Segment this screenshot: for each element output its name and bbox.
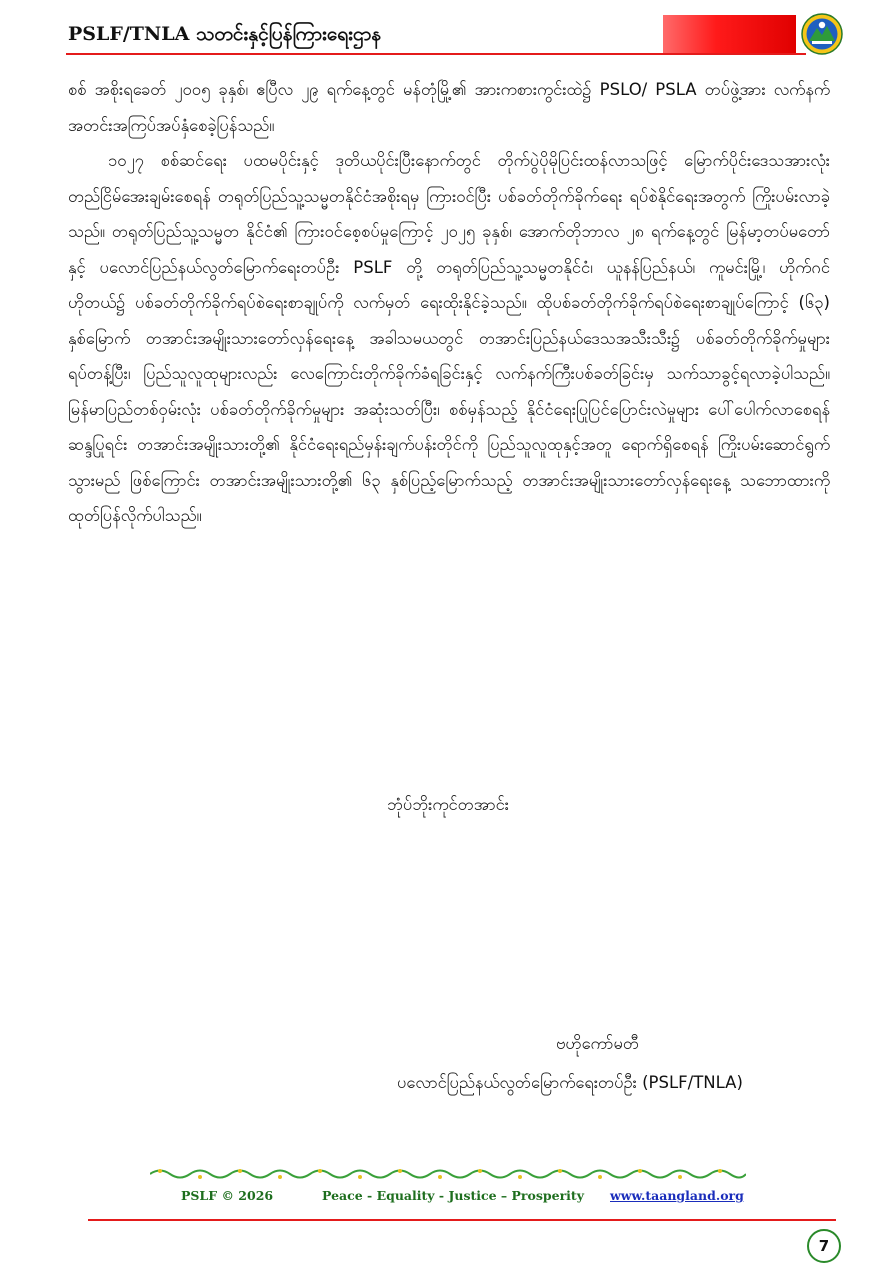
document-body: [68, 72, 830, 534]
closing-salutation: ဘုံပ်ဘိုးကုင်တအာင်း: [386, 795, 509, 814]
vine-ornament: [150, 1167, 746, 1181]
paragraph-2: ၁၀၂၇ စစ်ဆင်ရေး ပထမပိုင်းနှင့် ဒုတိယပိုင်းပြီးနောက်တွင် တိုက်ပွဲပိုမိုပြင်းထန်လာသဖြင့် မြောက်ပိုင်းဒေသအားလုံး တည်ငြိမ်အေးချမ်းစေရန် တရုတ်ပြည်သူ့သမ္မတနိုင်ငံအစိုးရမှ ကြားဝင်ပြီး ပစ်ခတ်တိုက်ခိုက်ရေး ရပ်စဲနိုင်ရေးအတွက် ကြိုးပမ်းလာခဲ့သည်။ တရုတ်ပြည်သူ့သမ္မတ နိုင်ငံ၏ ကြားဝင်စေ့စပ်မှုကြောင့် ၂၀၂၅ ခုနှစ်၊ အောက်တိုဘာလ ၂၈ ရက်နေ့တွင် မြန်မာ့တပ်မတော်နှင့် ပလောင်ပြည်နယ်လွတ်မြောက်ရေးတပ်ဦး PSLF တို့ တရုတ်ပြည်သူ့သမ္မတနိုင်ငံ၊ ယူနန်ပြည်နယ်၊ ကူမင်းမြို့၊ ဟိုက်ဂင်ဟိုတယ်၌ ပစ်ခတ်တိုက်ခိုက်ရပ်စဲရေးစာချုပ်ကို လက်မှတ် ရေးထိုးနိုင်ခဲ့သည်။ ထိုပစ်ခတ်တိုက်ခိုက်ရပ်စဲရေးစာချုပ်ကြောင့် (၆၃) နှစ်မြောက် တအာင်းအမျိုးသားတော်လှန်ရေးနေ့ အခါသမယတွင် တအာင်းပြည်နယ်ဒေသအသီးသီး၌ ပစ်ခတ်တိုက်ခိုက်မှုများ ရပ်တန့်ပြီး၊ ပြည်သူလူထုများလည်း လေကြောင်းတိုက်ခိုက်ခံရခြင်းနှင့် လက်နက်ကြီးပစ်ခတ်ခြင်းမှ သက်သာခွင့်ရလာခဲ့ပါသည်။ မြန်မာပြည်တစ်ဝှမ်းလုံး ပစ်ခတ်တိုက်ခိုက်မှုများ အဆုံးသတ်ပြီး၊ စစ်မှန်သည့် နိုင်ငံရေးပြုပြင်ပြောင်းလဲမှုများ ပေါ်ပေါက်လာစေရန် ဆန္ဒပြုရင်း တအာင်းအမျိုးသားတို့၏ နိုင်ငံရေးရည်မှန်းချက်ပန်းတိုင်ကို ပြည်သူလူထုနှင့်အတူ ရောက်ရှိစေရန် ကြိုးပမ်းဆောင်ရွက်သွားမည် ဖြစ်ကြောင်း တအာင်းအမျိုးသားတို့၏ ၆၃ နှစ်ပြည့်မြောက်သည့် တအာင်းအမျိုးသားတော်လှန်ရေးနေ့ သဘောထားကို ထုတ်ပြန်လိုက်ပါသည်။: [68, 151, 830, 525]
footer-website-link[interactable]: www.taangland.org: [610, 1188, 744, 1203]
footer-copyright: PSLF © 2026: [181, 1188, 274, 1203]
footer-rule: [88, 1219, 836, 1221]
header-title: PSLF/TNLA သတင်းနှင့်ပြန်ကြားရေးဌာန: [68, 23, 382, 45]
signature-organization: ပလောင်ပြည်နယ်လွတ်မြောက်ရေးတပ်ဦး (PSLF/TNLA): [397, 1073, 743, 1092]
signature-committee: ဗဟိုကော်မတီ: [556, 1034, 639, 1053]
page-number: 7: [807, 1229, 841, 1263]
header-red-bar: [663, 15, 796, 53]
footer-motto: Peace - Equality - Justice – Prosperity: [322, 1188, 584, 1203]
organization-emblem-icon: [801, 13, 843, 55]
page-header: [0, 0, 896, 62]
header-rule: [66, 53, 806, 55]
paragraph-1: စစ် အစိုးရခေတ် ၂၀၀၅ ခုနှစ်၊ ဧပြီလ ၂၉ ရက်နေ့တွင် မန်တုံမြို့၏ အားကစားကွင်းထဲ၌ PSLO/ PSLA တပ်ဖွဲ့အား လက်နက်အတင်းအကြပ်အပ်နှံစေခဲ့ပြန်သည်။: [68, 80, 830, 135]
